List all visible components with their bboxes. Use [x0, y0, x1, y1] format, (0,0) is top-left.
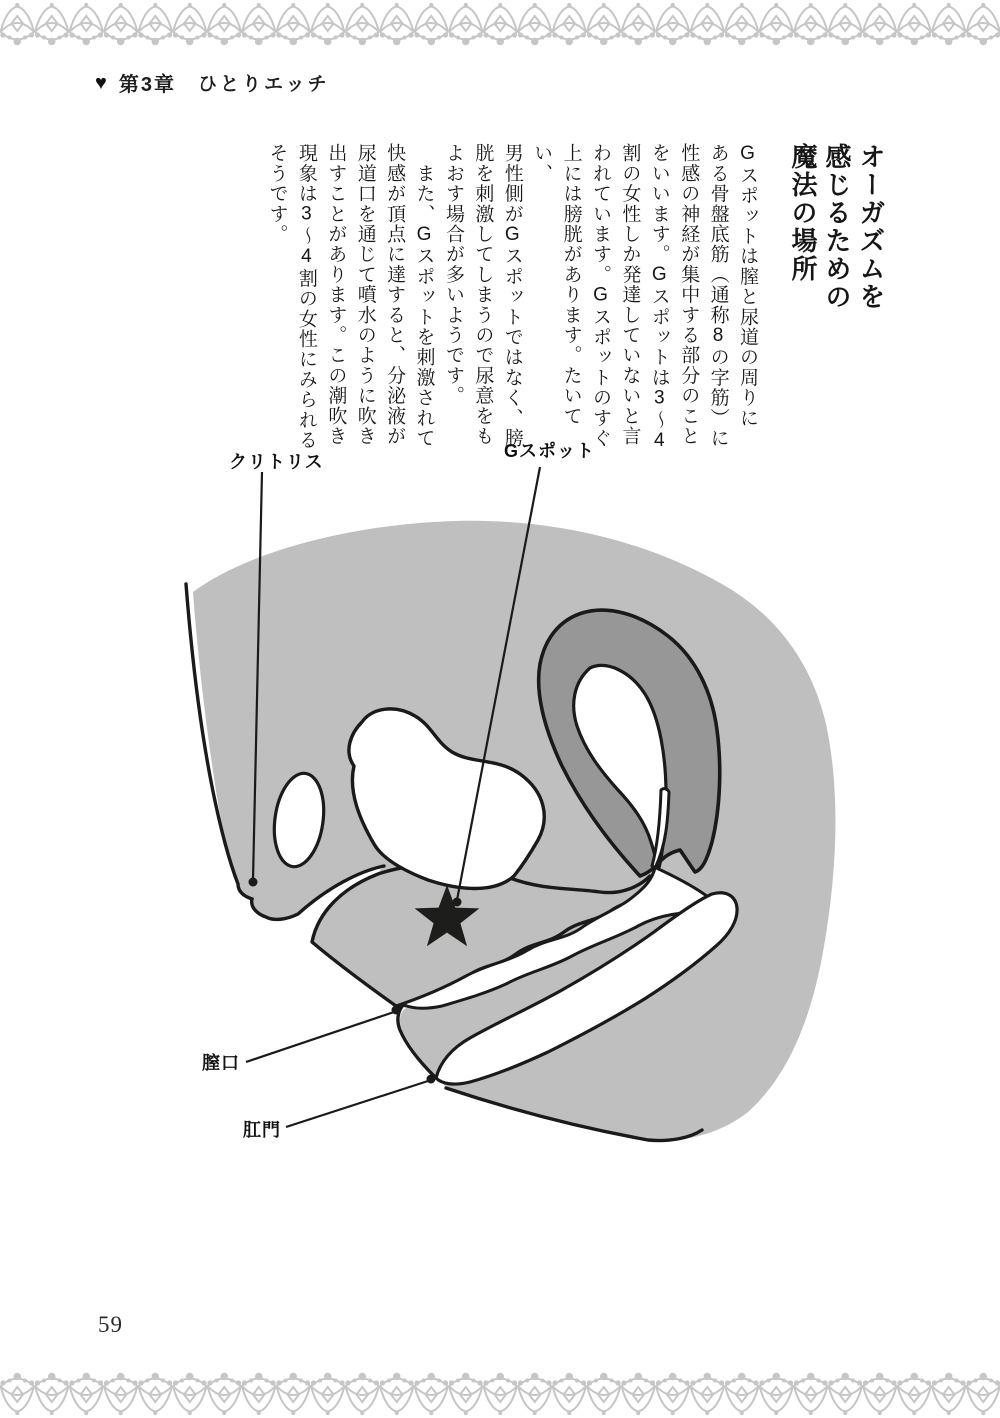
vaginal-opening-label: 膣口 [202, 1053, 240, 1073]
article-body-line: また、Gスポットを刺激されて [413, 143, 435, 448]
article-body-line: 割の女性しか発達していないと言 [619, 143, 641, 446]
article-body-line: よおす場合が多いようです。 [442, 143, 464, 406]
article-body-line: をいいます。Gスポットは3～4 [648, 143, 670, 452]
clitoris-label: クリトリス [229, 452, 324, 472]
article-body-line: 出すことがあります。この潮吹き [325, 143, 347, 446]
article-body-line: 性感の神経が集中する部分のこと [678, 143, 700, 446]
gspot-point-dot [453, 898, 462, 907]
article-body-line: ある骨盤底筋（通称8の字筋）に [707, 143, 729, 448]
article-body-line: 男性側がGスポットではなく、膀 [501, 143, 523, 448]
article-body-line: そうです。 [266, 143, 288, 244]
article-title [786, 143, 888, 463]
article-body-line: 快感が頂点に達すると、分泌液が [384, 143, 406, 446]
heart-icon: ♥ [95, 71, 107, 94]
lace-border-bottom [0, 1368, 1000, 1418]
clitoris-point-dot [249, 878, 258, 887]
article-body-line: Gスポットは膣と尿道の周りに [737, 143, 758, 428]
chapter-number: 第3章 [118, 74, 176, 96]
article-text [262, 143, 888, 463]
anatomy-diagram [140, 428, 888, 1188]
article-body-line: われています。Gスポットのすぐ [589, 143, 611, 448]
anus-point-dot [427, 1075, 436, 1084]
anus-leader-line [286, 1081, 428, 1127]
article-body-line: 尿道口を通じて噴水のように吹き [354, 143, 376, 446]
gspot-label: Gスポット [504, 441, 596, 461]
chapter-header [95, 68, 330, 97]
chapter-title: ひとりエッチ [198, 74, 330, 95]
article-body-line: 上には膀胱があります。たいてい、 [531, 143, 582, 426]
article-title-line: 感じるための [822, 143, 852, 311]
article-body-line: 現象は3～4割の女性にみられる [295, 143, 317, 450]
vaginal-opening-leader-line [246, 1012, 394, 1062]
article-title-line: 魔法の場所 [788, 143, 818, 283]
anus-label: 肛門 [243, 1120, 281, 1140]
article-title-line: オーガズムを [856, 143, 886, 311]
vaginal-opening-point-dot [392, 1006, 401, 1015]
page-number: 59 [98, 1312, 123, 1337]
article-body-line: 胱を刺激してしまうので尿意をも [472, 143, 494, 446]
lace-border-top [0, 0, 1000, 50]
